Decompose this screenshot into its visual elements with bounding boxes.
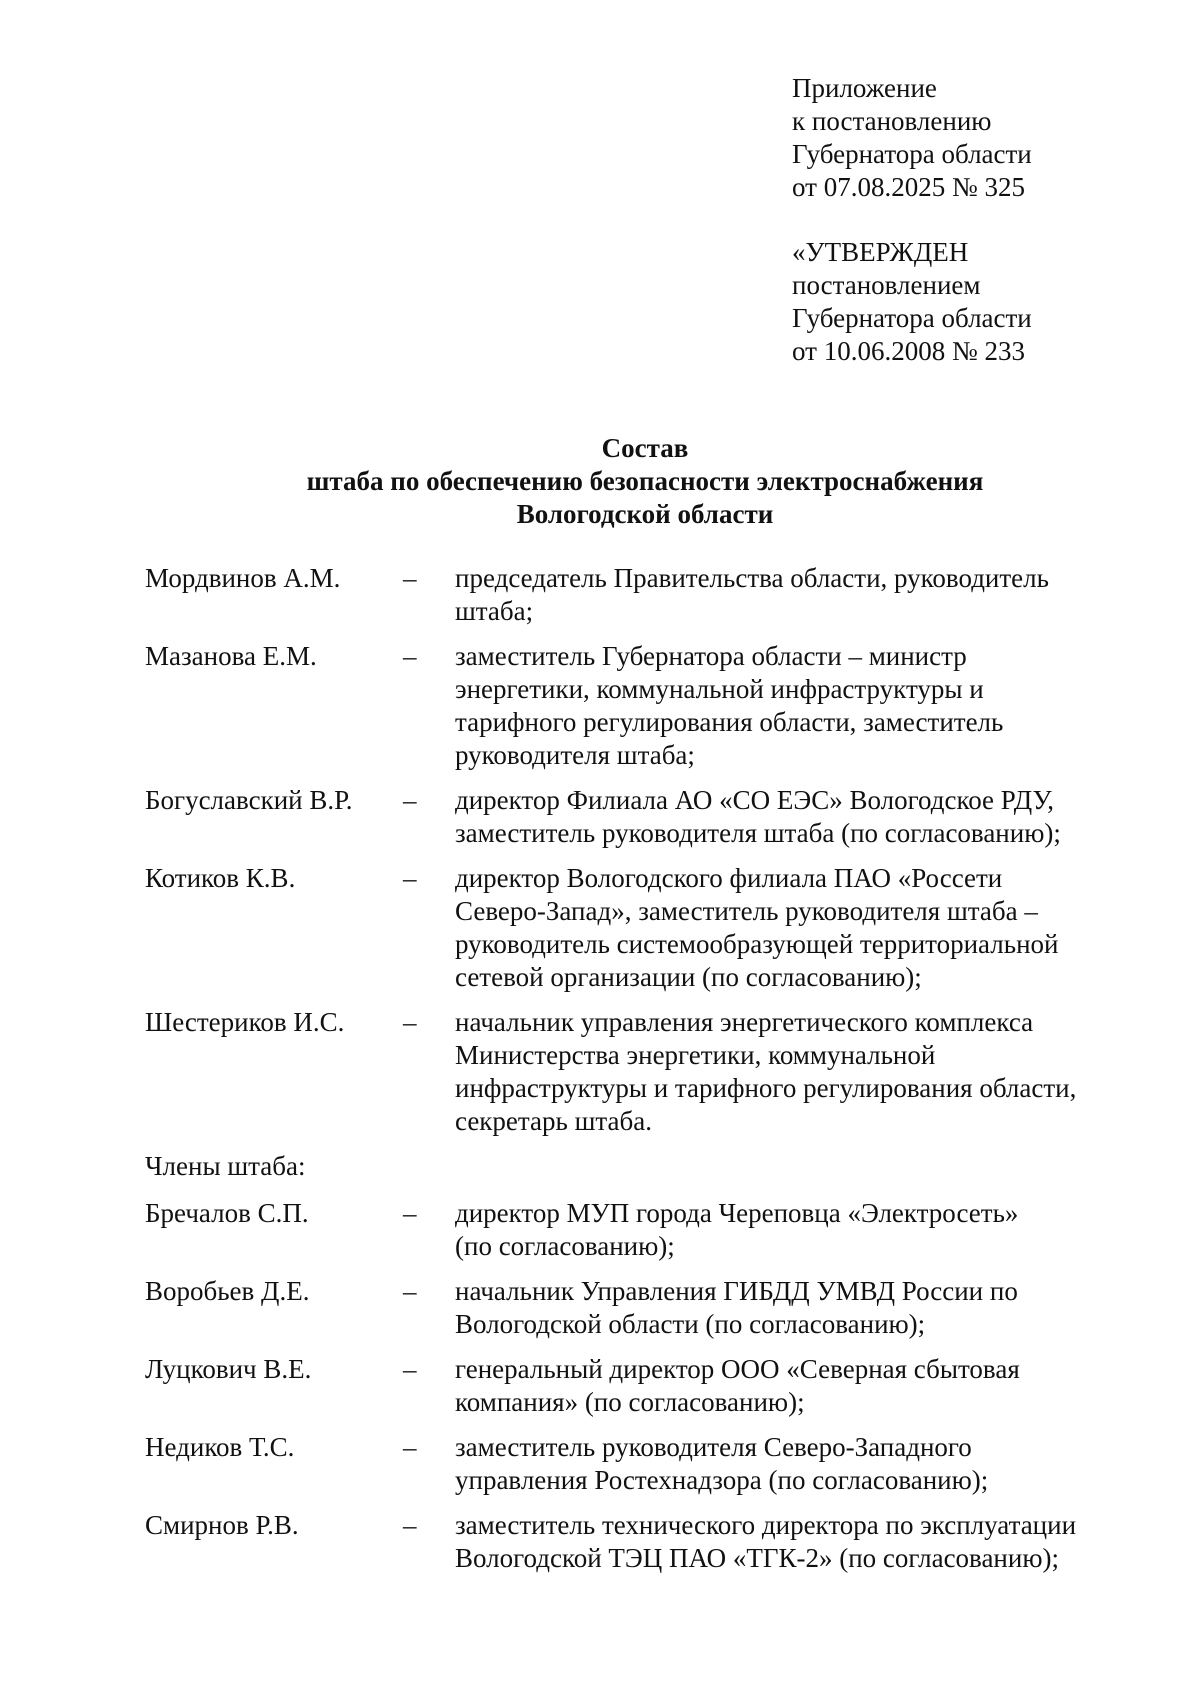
role-line: начальник Управления ГИБДД УМВД России по: [455, 1276, 1018, 1306]
member-name: Бречалов С.П.: [145, 1198, 309, 1228]
role-line: генеральный директор ООО «Северная сбытовая: [455, 1354, 1020, 1384]
role-line: управления Ростехнадзора (по согласованию);: [455, 1465, 989, 1495]
member-name: Мордвинов А.М.: [145, 563, 341, 593]
role-line: директор МУП города Череповца «Электросеть»: [455, 1198, 1019, 1228]
member-role: [455, 1353, 1155, 1419]
role-line: директор Филиала АО «СО ЕЭС» Вологодское РДУ,: [455, 785, 1054, 815]
role-line: секретарь штаба.: [455, 1106, 652, 1136]
approval-stamp-text: [792, 236, 1182, 368]
appendix-line: к постановлению: [792, 106, 992, 136]
dash-separator: –: [403, 1510, 417, 1540]
roster-row: [145, 1275, 1155, 1341]
dash-separator: –: [403, 563, 417, 593]
role-line: Вологодской области (по согласованию);: [455, 1309, 926, 1339]
role-line: руководитель системообразующей территориальной: [455, 929, 1059, 959]
roster-row: [145, 1509, 1155, 1575]
role-line: председатель Правительства области, руководитель: [455, 563, 1049, 593]
role-line: энергетики, коммунальной инфраструктуры и: [455, 674, 984, 704]
roster-row: [145, 1197, 1155, 1263]
role-line: заместитель Губернатора области – министр: [455, 641, 967, 671]
roster-row: [145, 562, 1155, 628]
dash-separator: –: [403, 1354, 417, 1384]
roster-row: [145, 862, 1155, 994]
member-role: [455, 1006, 1155, 1138]
dash-separator: –: [403, 641, 417, 671]
member-name: Недиков Т.С.: [145, 1432, 295, 1462]
role-line: директор Вологодского филиала ПАО «Россети: [455, 863, 1003, 893]
member-name: Мазанова Е.М.: [145, 641, 317, 671]
title-line: Состав: [601, 433, 689, 463]
role-line: Вологодской ТЭЦ ПАО «ТГК-2» (по согласованию);: [455, 1543, 1059, 1573]
roster-row: [145, 1006, 1155, 1138]
member-name: Шестериков И.С.: [145, 1007, 345, 1037]
title-line: Вологодской области: [516, 499, 774, 529]
dash-separator: –: [403, 863, 417, 893]
dash-separator: –: [403, 1276, 417, 1306]
dash-separator: –: [403, 1198, 417, 1228]
appendix-line: Приложение: [792, 73, 937, 103]
member-role: [455, 1431, 1155, 1497]
member-role: [455, 640, 1155, 772]
role-line: (по согласованию);: [455, 1231, 675, 1261]
member-name: Котиков К.В.: [145, 863, 296, 893]
member-name: Смирнов Р.В.: [145, 1510, 299, 1540]
member-role: [455, 1197, 1155, 1263]
approved-line: постановлением: [792, 270, 981, 300]
members-section-label: Члены штаба:: [145, 1151, 306, 1181]
approved-line: Губернатора области: [792, 303, 1032, 333]
member-role: [455, 562, 1155, 628]
role-line: заместитель руководителя Северо-Западного: [455, 1432, 972, 1462]
role-line: руководителя штаба;: [455, 740, 695, 770]
appendix-line: от 07.08.2025 № 325: [792, 172, 1025, 202]
role-line: Северо-Запад», заместитель руководителя штаба –: [455, 896, 1038, 926]
member-role: [455, 784, 1155, 850]
approved-line: от 10.06.2008 № 233: [792, 336, 1025, 366]
approved-line: «УТВЕРЖДЕН: [792, 237, 969, 267]
member-role: [455, 1275, 1155, 1341]
member-name: Богуславский В.Р.: [145, 785, 353, 815]
title-line: штаба по обеспечению безопасности электроснабжения: [306, 466, 984, 496]
role-line: заместитель руководителя штаба (по согласованию);: [455, 818, 1061, 848]
role-line: Министерства энергетики, коммунальной: [455, 1040, 936, 1070]
member-role: [455, 1509, 1155, 1575]
member-role: [455, 862, 1155, 994]
role-line: заместитель технического директора по эксплуатации: [455, 1510, 1077, 1540]
appendix-line: Губернатора области: [792, 139, 1032, 169]
document-title: [0, 432, 1200, 531]
role-line: компания» (по согласованию);: [455, 1387, 805, 1417]
dash-separator: –: [403, 785, 417, 815]
role-line: начальник управления энергетического комплекса: [455, 1007, 1034, 1037]
role-line: штаба;: [455, 596, 534, 626]
roster-row: [145, 640, 1155, 772]
appendix-header: [792, 72, 1182, 204]
member-name: Воробьев Д.Е.: [145, 1276, 310, 1306]
role-line: инфраструктуры и тарифного регулирования области,: [455, 1073, 1077, 1103]
role-line: сетевой организации (по согласованию);: [455, 962, 922, 992]
dash-separator: –: [403, 1007, 417, 1037]
roster-row: [145, 1353, 1155, 1419]
role-line: тарифного регулирования области, заместитель: [455, 707, 1004, 737]
roster-row: [145, 784, 1155, 850]
staff-roster: [145, 562, 1155, 1587]
member-name: Луцкович В.Е.: [145, 1354, 312, 1384]
dash-separator: –: [403, 1432, 417, 1462]
roster-row: [145, 1431, 1155, 1497]
